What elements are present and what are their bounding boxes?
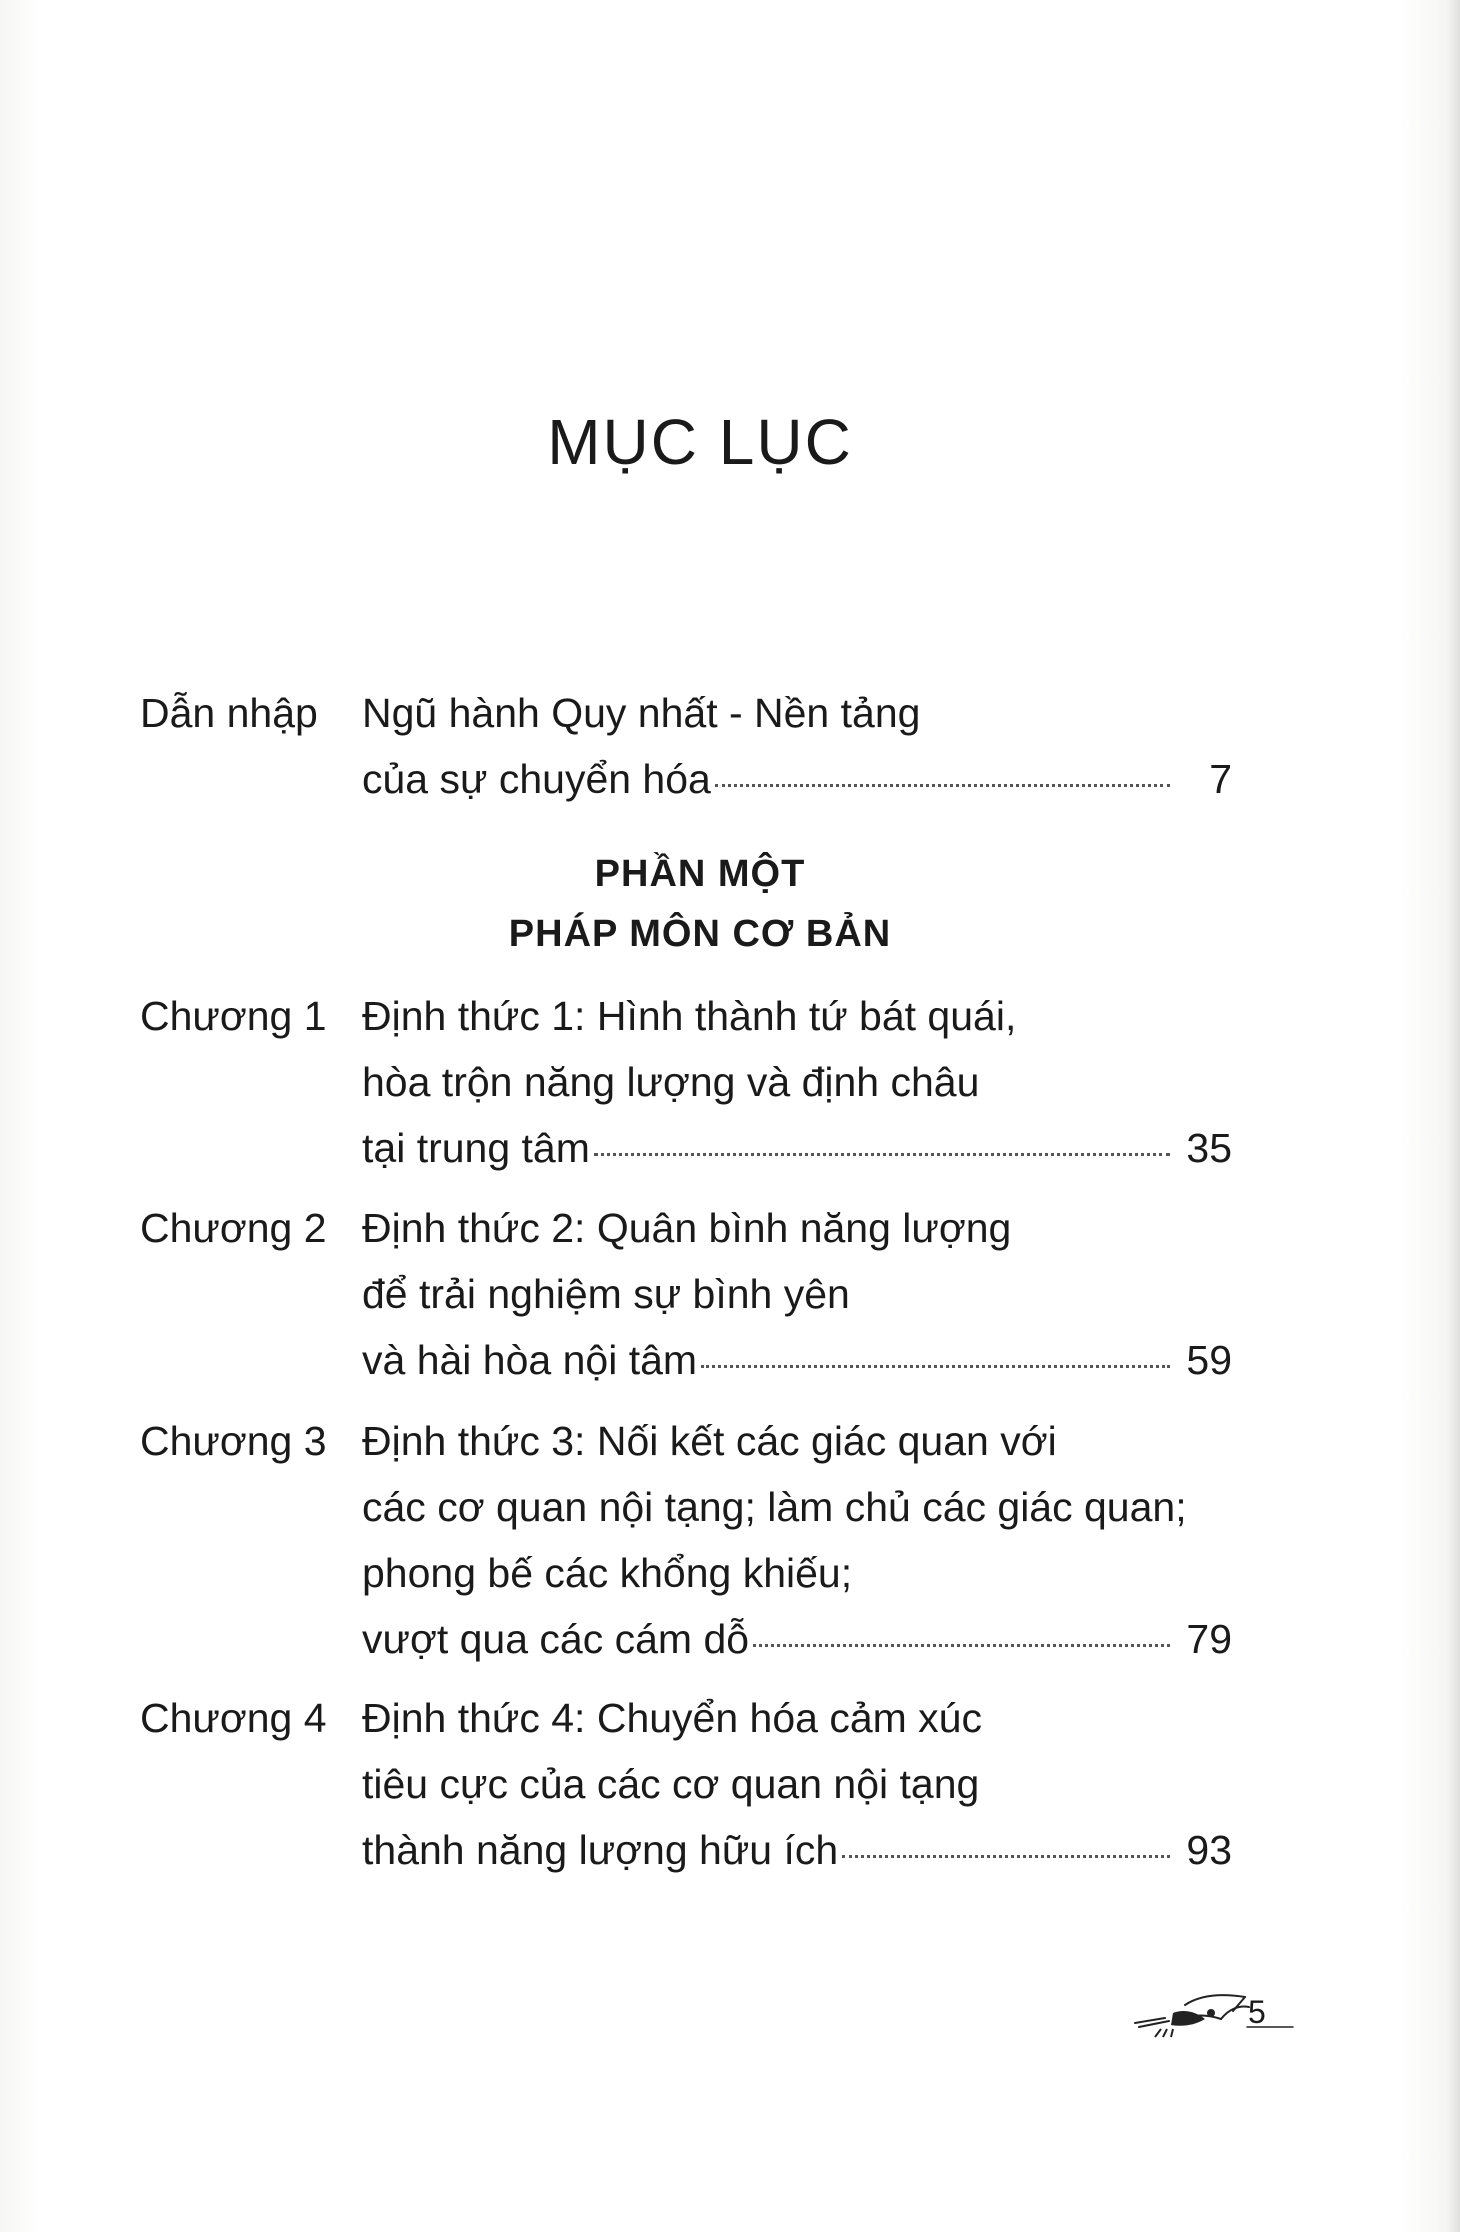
toc-entry-label: Chương 2: [140, 1205, 327, 1251]
toc-entry-line: và hài hòa nội tâm: [362, 1337, 698, 1383]
toc-entry-label: Dẫn nhập: [140, 690, 318, 736]
part-heading: PHẦN MỘT: [594, 853, 806, 895]
toc-page-number: 93: [1186, 1827, 1232, 1873]
toc-entry-line: Ngũ hành Quy nhất - Nền tảng: [362, 690, 921, 736]
toc-entry-text: [362, 680, 1232, 812]
toc-entry-line: phong bế các khổng khiếu;: [362, 1550, 853, 1596]
toc-entry-label: Chương 4: [140, 1695, 327, 1741]
dot-leader: [715, 784, 1170, 787]
toc-entry-text: [362, 983, 1232, 1181]
dot-leader: [594, 1153, 1170, 1156]
toc-entry-last-line: [362, 1817, 1232, 1883]
toc-entry-text: [362, 1408, 1232, 1672]
toc-entry-line: để trải nghiệm sự bình yên: [362, 1271, 850, 1317]
toc-entry-line: vượt qua các cám dỗ: [362, 1616, 750, 1662]
toc-page-number: 79: [1186, 1616, 1232, 1662]
toc-entry-text: [362, 1685, 1232, 1883]
toc-entry-last-line: [362, 746, 1232, 812]
page-edge-shadow: [1446, 0, 1460, 2232]
toc-entry-line: Định thức 3: Nối kết các giác quan với: [362, 1418, 1057, 1464]
page-title: MỤC LỤC: [547, 406, 853, 478]
dot-leader: [842, 1855, 1170, 1858]
toc-entry-line: tại trung tâm: [362, 1125, 590, 1171]
toc-entry-label: Chương 1: [140, 993, 327, 1039]
crane-ornament-icon: [1125, 1985, 1295, 2045]
toc-page-number: 59: [1186, 1337, 1232, 1383]
toc-entry-line: Định thức 2: Quân bình năng lượng: [362, 1205, 1012, 1251]
toc-entry-line: Định thức 1: Hình thành tứ bát quái,: [362, 993, 1017, 1039]
toc-entry-text: [362, 1195, 1232, 1393]
toc-entry-line: Định thức 4: Chuyển hóa cảm xúc: [362, 1695, 982, 1741]
toc-entry-label: Chương 3: [140, 1418, 327, 1464]
toc-page-number: 35: [1186, 1125, 1232, 1171]
dot-leader: [753, 1644, 1170, 1647]
toc-entry-last-line: [362, 1327, 1232, 1393]
toc-entry-line: hòa trộn năng lượng và định châu: [362, 1059, 980, 1105]
toc-page-number: 7: [1209, 756, 1232, 802]
toc-entry-line: các cơ quan nội tạng; làm chủ các giác quan;: [362, 1484, 1187, 1530]
toc-entry-line: của sự chuyển hóa: [362, 756, 711, 802]
page-number: 5: [1248, 1994, 1266, 2030]
toc-entry-last-line: [362, 1606, 1232, 1672]
toc-entry-line: tiêu cực của các cơ quan nội tạng: [362, 1761, 980, 1807]
part-subheading: PHÁP MÔN CƠ BẢN: [508, 913, 892, 955]
dot-leader: [701, 1365, 1170, 1368]
toc-entry-line: thành năng lượng hữu ích: [362, 1827, 839, 1873]
toc-entry-last-line: [362, 1115, 1232, 1181]
